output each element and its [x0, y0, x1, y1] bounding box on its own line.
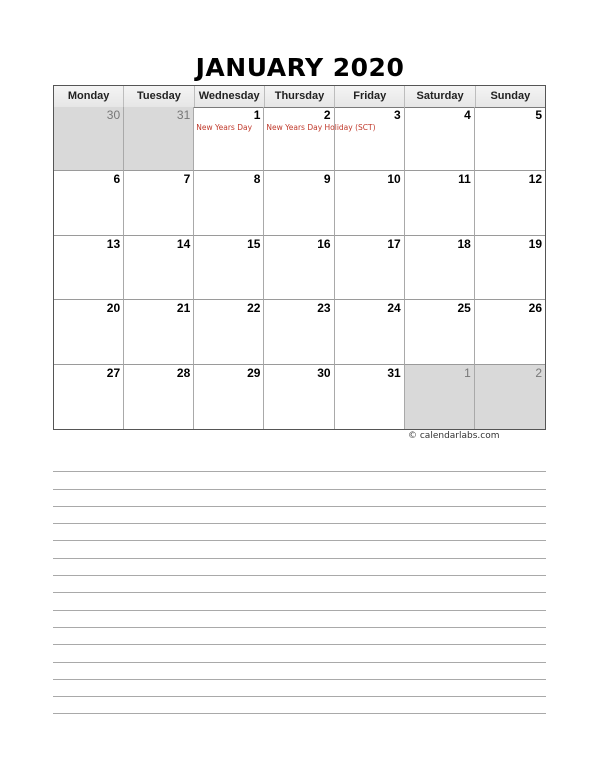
note-line	[53, 645, 546, 662]
day-cell	[335, 300, 405, 364]
day-cell	[475, 236, 545, 300]
day-number: 17	[387, 236, 401, 251]
day-number: 19	[528, 236, 542, 251]
day-number: 10	[387, 172, 401, 187]
day-cell	[475, 107, 545, 171]
day-cell	[264, 300, 334, 364]
note-line	[53, 697, 546, 714]
day-number: 22	[247, 301, 261, 316]
day-cell	[124, 365, 194, 429]
day-number: 24	[387, 301, 401, 316]
note-line	[53, 490, 546, 507]
day-number: 23	[317, 301, 331, 316]
day-number: 7	[183, 172, 191, 187]
note-line	[53, 455, 546, 472]
calendar-grid	[53, 85, 546, 430]
day-number: 29	[247, 365, 261, 380]
day-number: 20	[106, 301, 121, 316]
day-number: 9	[323, 172, 331, 187]
day-cell-other-month	[124, 107, 194, 171]
day-number: 18	[457, 236, 471, 251]
day-number: 21	[176, 301, 191, 316]
weekday-header-wednesday: Wednesday	[195, 86, 265, 107]
day-cell	[335, 365, 405, 429]
weekday-header-saturday: Saturday	[405, 86, 475, 107]
note-line	[53, 524, 546, 541]
day-cell	[335, 107, 405, 171]
day-cell-other-month	[475, 365, 545, 429]
day-cell	[194, 236, 264, 300]
day-number: 14	[176, 236, 191, 251]
day-number: 30	[317, 365, 331, 380]
day-cell	[194, 300, 264, 364]
holiday-event: New Years Day Holiday (SCT)	[266, 123, 376, 132]
day-cell	[194, 171, 264, 235]
day-cell	[54, 171, 124, 235]
weekday-header-thursday: Thursday	[265, 86, 335, 107]
weekday-header-monday: Monday	[54, 86, 124, 107]
day-cell	[124, 171, 194, 235]
note-line	[53, 593, 546, 610]
day-number: 8	[253, 172, 261, 187]
day-number: 28	[176, 365, 191, 380]
day-number: 13	[106, 236, 121, 251]
weekday-header-row	[54, 86, 545, 108]
day-cell	[405, 300, 475, 364]
day-cell	[405, 171, 475, 235]
day-cell	[54, 365, 124, 429]
calendar-title: JANUARY 2020	[195, 53, 405, 82]
day-cell	[264, 171, 334, 235]
note-line	[53, 507, 546, 524]
day-cell	[475, 171, 545, 235]
day-number: 30	[106, 108, 121, 122]
day-number: 27	[106, 365, 121, 380]
day-number: 15	[247, 236, 261, 251]
note-line	[53, 576, 546, 593]
note-line	[53, 628, 546, 645]
day-number: 11	[458, 172, 471, 187]
day-cell	[54, 300, 124, 364]
day-cell	[475, 300, 545, 364]
note-line	[53, 611, 546, 628]
day-number: 4	[464, 108, 471, 122]
copyright-credit: © calendarlabs.com	[408, 431, 500, 441]
day-number: 3	[394, 108, 401, 122]
day-number: 2	[323, 108, 331, 122]
day-number: 31	[176, 108, 191, 122]
note-line	[53, 559, 546, 576]
day-cell-other-month	[54, 107, 124, 171]
day-cell	[264, 365, 334, 429]
day-cell	[194, 107, 264, 171]
calendar-days	[54, 107, 545, 429]
day-cell	[405, 107, 475, 171]
weekday-header-friday: Friday	[335, 86, 405, 107]
note-line	[53, 472, 546, 489]
notes-lines	[53, 455, 546, 714]
day-cell-other-month	[405, 365, 475, 429]
day-cell	[335, 236, 405, 300]
day-cell	[54, 236, 124, 300]
day-cell	[264, 107, 376, 171]
day-cell	[124, 300, 194, 364]
day-number: 25	[457, 301, 471, 316]
day-number: 5	[535, 108, 542, 122]
note-line	[53, 680, 546, 697]
weekday-header-tuesday: Tuesday	[124, 86, 194, 107]
day-number: 6	[113, 172, 121, 187]
weekday-header-sunday: Sunday	[490, 90, 531, 102]
day-cell	[124, 236, 194, 300]
day-number: 2	[535, 365, 542, 380]
day-number: 31	[387, 365, 401, 380]
day-number: 26	[528, 301, 542, 316]
note-line	[53, 541, 546, 558]
day-number: 1	[253, 108, 261, 122]
day-number: 16	[317, 236, 331, 251]
note-line	[53, 663, 546, 680]
day-number: 12	[528, 172, 542, 187]
day-cell	[405, 236, 475, 300]
day-cell	[194, 365, 264, 429]
day-number: 1	[464, 365, 471, 380]
day-cell	[264, 236, 334, 300]
day-cell	[335, 171, 405, 235]
holiday-event: New Years Day	[196, 123, 253, 132]
